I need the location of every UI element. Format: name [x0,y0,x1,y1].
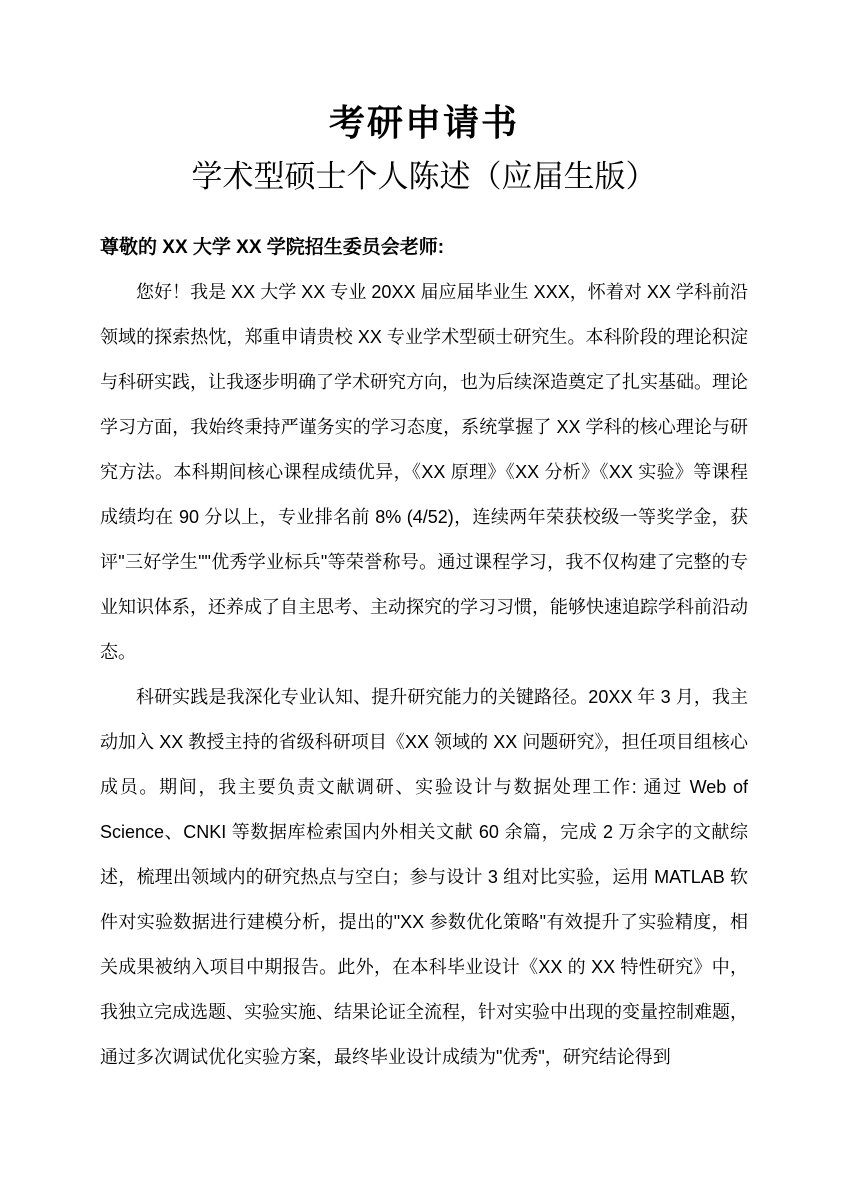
body-paragraph-2: 科研实践是我深化专业认知、提升研究能力的关键路径。20XX 年 3 月，我主动加入 XX 教授主持的省级科研项目《XX 领域的 XX 问题研究》，担任项目组核心成员。期间，我主要负责文献调研、实验设计与数据处理工作: 通过 Web of Science、CNKI 等数据库检索国内外相关文献 60 余篇，完成 2 万余字的文献综述，梳理出领域内的研究热点与空白；参与设计 3 组对比实验，运用 MATLAB 软件对实验数据进行建模分析，提出的"XX 参数优化策略"有效提升了实验精度，相关成果被纳入项目中期报告。此外，在本科毕业设计《XX 的 XX 特性研究》中，我独立完成选题、实验实施、结果论证全流程，针对实验中出现的变量控制难题，通过多次调试优化实验方案，最终毕业设计成绩为"优秀"，研究结论得到 [100,686,748,1067]
body-paragraph-1: 您好！我是 XX 大学 XX 专业 20XX 届应届毕业生 XXX，怀着对 XX 学科前沿领域的探索热忱，郑重申请贵校 XX 专业学术型硕士研究生。本科阶段的理论积淀与科研实践，让我逐步明确了学术研究方向，也为后续深造奠定了扎实基础。理论学习方面，我始终秉持严谨务实的学习态度，系统掌握了 XX 学科的核心理论与研究方法。本科期间核心课程成绩优异，《XX 原理》《XX 分析》《XX 实验》等课程成绩均在 90 分以上，专业排名前 8% (4/52)，连续两年荣获校级一等奖学金，获评"三好学生""优秀学业标兵"等荣誉称号。通过课程学习，我不仅构建了完整的专业知识体系，还养成了自主思考、主动探究的学习习惯，能够快速追踪学科前沿动态。 [100,281,748,662]
document-subtitle: 学术型硕士个人陈述（应届生版） [191,159,657,194]
document-title: 考研申请书 [328,102,519,143]
salutation-line: 尊敬的 XX 大学 XX 学院招生委员会老师: [100,236,445,258]
document-body [100,270,748,1080]
